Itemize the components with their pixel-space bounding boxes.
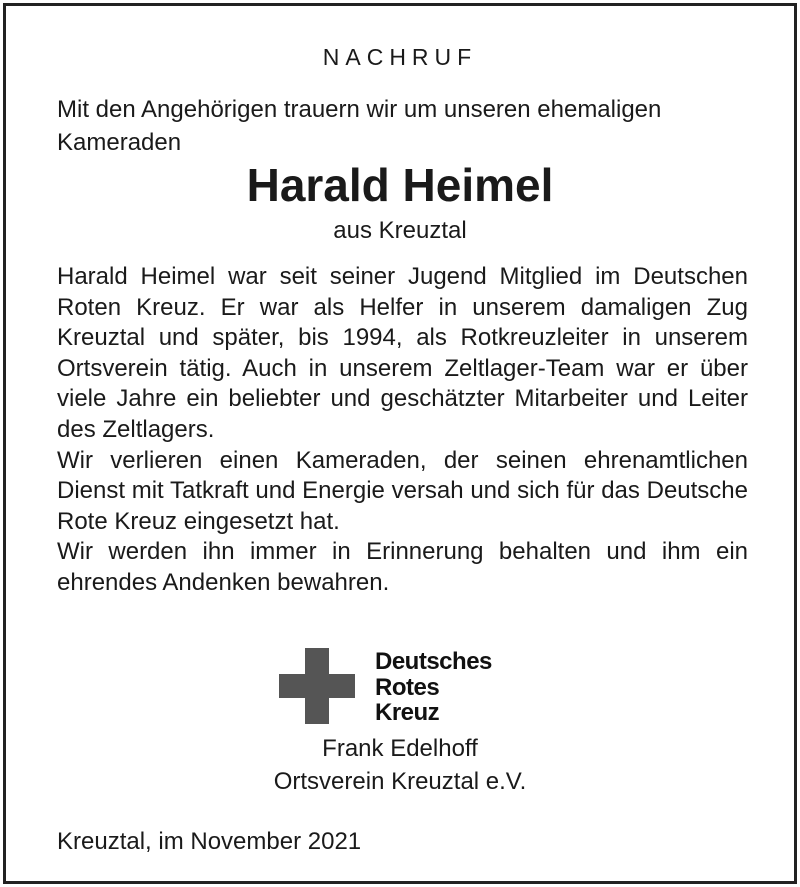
obituary-body: [57, 262, 748, 599]
wordmark-line: Rotes: [375, 673, 440, 701]
signer-organization: Ortsverein Kreuztal e.V.: [273, 768, 527, 795]
signer-name: Frank Edelhoff: [322, 735, 478, 762]
notice-heading: NACHRUF: [322, 44, 478, 70]
deceased-origin: aus Kreuztal: [333, 217, 467, 244]
obituary-notice: [3, 3, 797, 884]
deceased-name: Harald Heimel: [246, 159, 554, 211]
drk-logo: [279, 648, 539, 728]
drk-wordmark: [375, 649, 492, 726]
body-paragraph: Harald Heimel war seit seiner Jugend Mitglied im Deutschen Roten Kreuz. Er war als Helfer in unserem damaligen Zug Kreuztal und später, bis 1994, als Rotkreuzleiter in unserem Ortsverein tätig. Auch in unserem Zeltlager-Team war er über viele Jahre ein beliebter und geschätzter Mitarbeiter und Leiter des Zeltlagers.: [57, 263, 748, 443]
wordmark-line: Deutsches: [375, 648, 492, 675]
body-paragraph: Wir werden ihn immer in Erinnerung behalten und ihm ein ehrendes Andenken bewahren.: [57, 538, 748, 596]
intro-text: Mit den Angehörigen trauern wir um unseren ehemaligen Kameraden: [57, 96, 662, 156]
red-cross-icon: [279, 648, 355, 724]
body-paragraph: Wir verlieren einen Kameraden, der seinen ehrenamtlichen Dienst mit Tatkraft und Energie versah und sich für das Deutsche Rote Kreuz eingesetzt hat.: [57, 446, 748, 535]
place-date: Kreuztal, im November 2021: [57, 828, 362, 855]
signature-block: [6, 732, 794, 798]
wordmark-line: Kreuz: [375, 699, 440, 726]
